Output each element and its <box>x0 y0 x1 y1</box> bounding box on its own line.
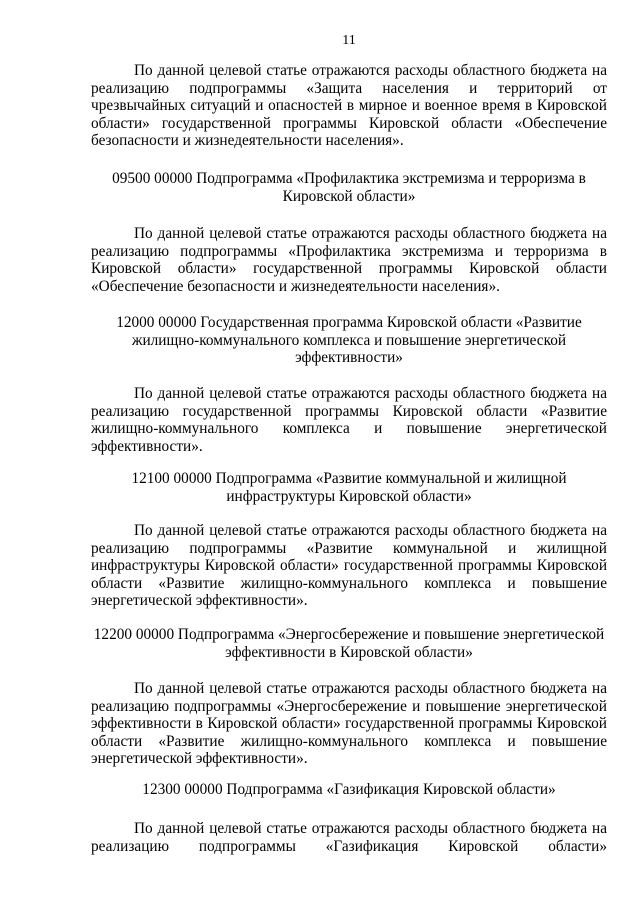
heading-program-12000: 12000 00000 Государственная программа Кировской области «Развитие жилищно-коммунального комплекса и повышение энергетической эффективности» <box>116 314 582 367</box>
paragraph-civil-protection: По данной целевой статье отражаются расходы областного бюджета на реализацию подпрограммы «Защита населения и территорий от чрезвычайных ситуаций и опасностей в мирное и военное время в Кировской области» государственной программы Кировской области «Обеспечение безопасности и жизнедеятельности населения». <box>91 62 607 150</box>
paragraph-gasification: По данной целевой статье отражаются расходы областного бюджета на реализацию подпрограммы «Газификация Кировской области» <box>91 820 607 855</box>
page-number: 11 <box>342 33 356 48</box>
heading-subprogram-12300: 12300 00000 Подпрограмма «Газификация Кировской области» <box>142 781 556 798</box>
paragraph-infrastructure: По данной целевой статье отражаются расходы областного бюджета на реализацию подпрограммы «Развитие коммунальной и жилищной инфраструктуры Кировской области» государственной программы Кировской области «Развитие жилищно-коммунального комплекса и повышение энергетической эффективности». <box>91 522 607 610</box>
heading-subprogram-09500: 09500 00000 Подпрограмма «Профилактика экстремизма и терроризма в Кировской области» <box>112 170 586 205</box>
heading-subprogram-12100: 12100 00000 Подпрограмма «Развитие коммунальной и жилищной инфраструктуры Кировской области» <box>131 470 567 505</box>
paragraph-housing-program: По данной целевой статье отражаются расходы областного бюджета на реализацию государственной программы Кировской области «Развитие жилищно-коммунального комплекса и повышение энергетической эффективности». <box>91 385 607 455</box>
heading-subprogram-12200: 12200 00000 Подпрограмма «Энергосбережение и повышение энергетической эффективности в Кировской области» <box>93 626 605 661</box>
paragraph-energy-saving: По данной целевой статье отражаются расходы областного бюджета на реализацию подпрограммы «Энергосбережение и повышение энергетической эффективности в Кировской области» государственной программы Кировской области «Развитие жилищно-коммунального комплекса и повышение энергетической эффективности». <box>91 680 607 768</box>
paragraph-extremism-prevention: По данной целевой статье отражаются расходы областного бюджета на реализацию подпрограммы «Профилактика экстремизма и терроризма в Кировской области» государственной программы Кировской области «Обеспечение безопасности и жизнедеятельности населения». <box>91 225 607 295</box>
